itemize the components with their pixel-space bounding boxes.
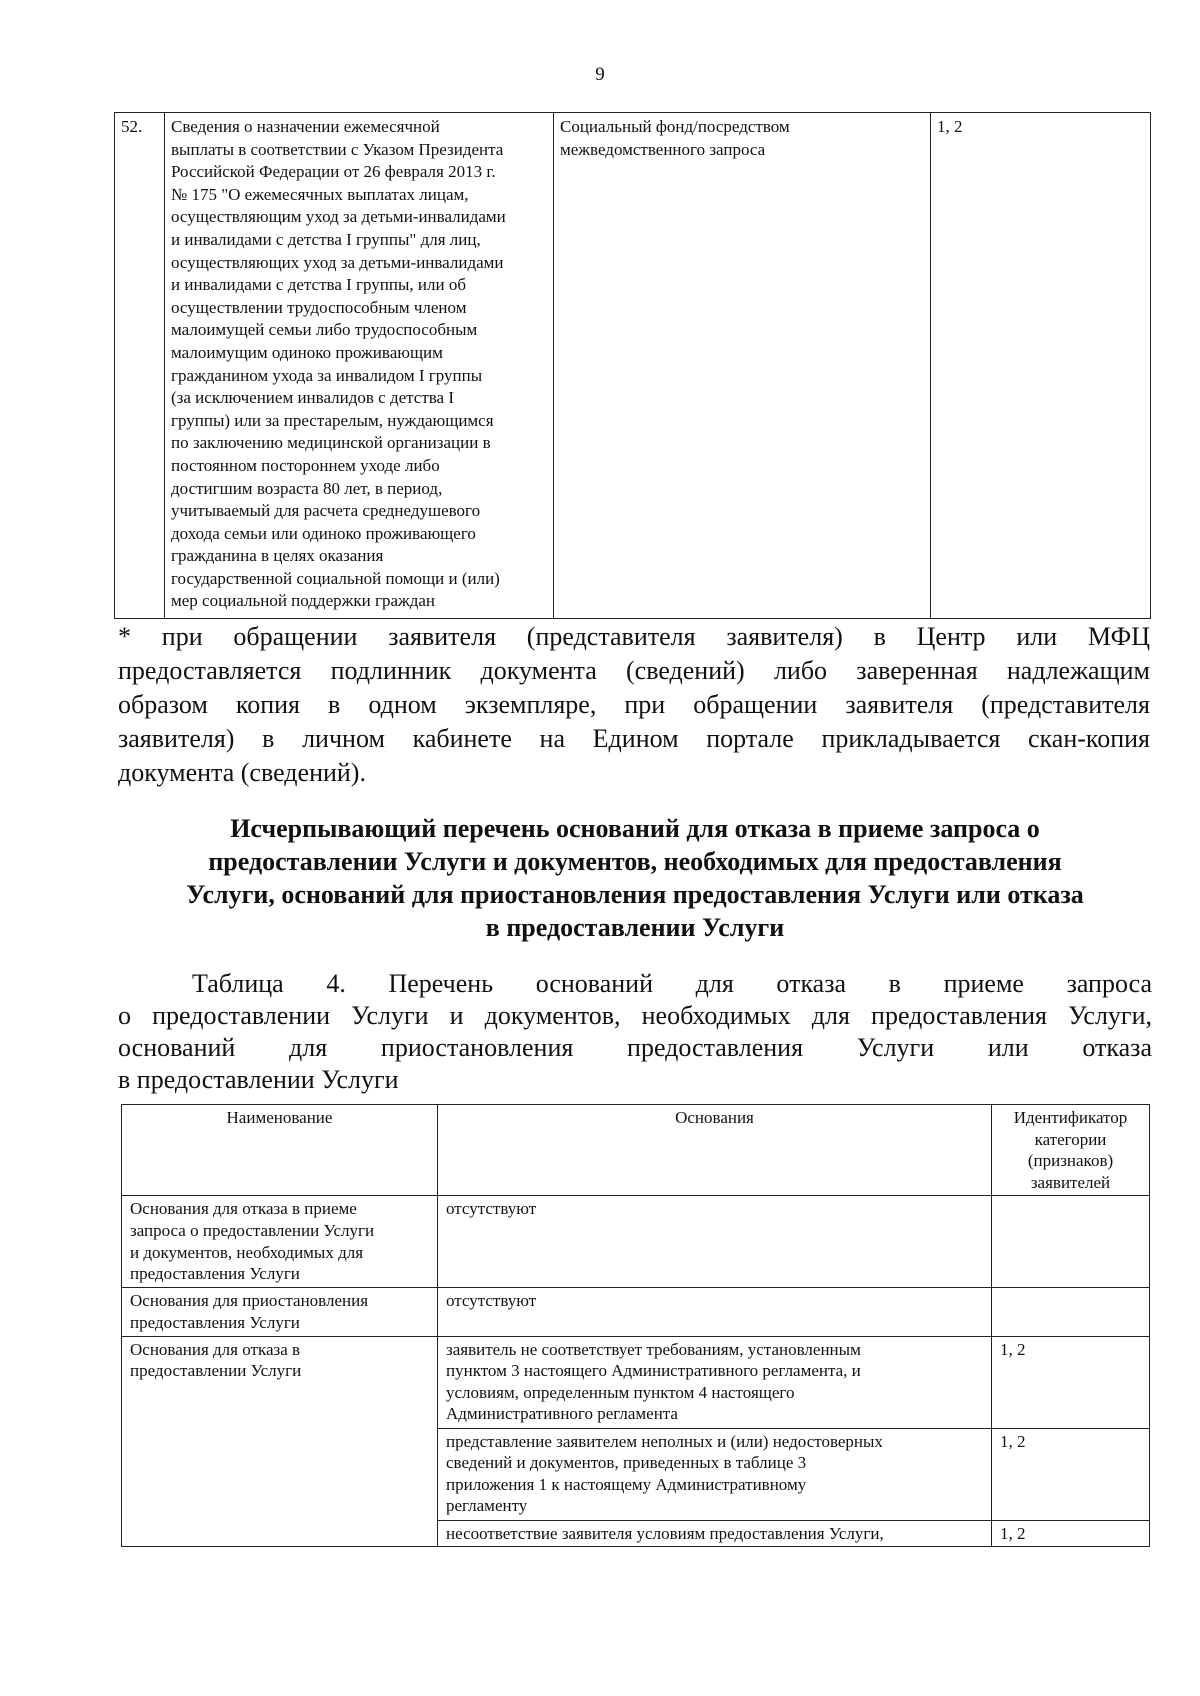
grounds-cell: отсутствуют <box>438 1196 992 1288</box>
name-cell: Основания для отказа в приеме запроса о предоставлении Услуги и документов, необходимых для предоставления Услуги <box>122 1196 438 1288</box>
table-row <box>122 1288 1150 1336</box>
header-applicant-id: Идентификатор категории (признаков) заявителей <box>992 1105 1150 1196</box>
name-cell: Основания для отказа в предоставлении Услуги <box>122 1336 438 1547</box>
table-4 <box>121 1104 1150 1547</box>
section-heading: Исчерпывающий перечень оснований для отказа в приеме запроса о предоставлении Услуги и документов, необходимых для предоставления Услуги, оснований для приостановления предоставления Услуги или отказа в предоставлении Услуги <box>186 814 1084 942</box>
table-header-row <box>122 1105 1150 1196</box>
grounds-cell: отсутствуют <box>438 1288 992 1336</box>
grounds-cell: заявитель не соответствует требованиям, установленным пунктом 3 настоящего Административного регламента, и условиям, определенным пунктом 4 настоящего Административного регламента <box>438 1336 992 1428</box>
table-row <box>122 1196 1150 1288</box>
name-cell: Основания для приостановления предоставления Услуги <box>122 1288 438 1336</box>
categories-cell: 1, 2 <box>931 113 1151 619</box>
id-cell <box>992 1288 1150 1336</box>
source-cell: Социальный фонд/посредством межведомственного запроса <box>554 113 931 619</box>
id-cell <box>992 1196 1150 1288</box>
grounds-cell: представление заявителем неполных и (или) недостоверных сведений и документов, приведенных в таблице 3 приложения 1 к настоящему Административному регламенту <box>438 1428 992 1520</box>
table-caption: Таблица 4. Перечень оснований для отказа в приеме запроса о предоставлении Услуги и документов, необходимых для предоставления Услуги, оснований для приостановления предоставления Услуги или отказа в предоставлении Услуги <box>118 969 1152 1094</box>
id-cell: 1, 2 <box>992 1520 1150 1547</box>
id-cell: 1, 2 <box>992 1428 1150 1520</box>
row-number: 52. <box>115 113 165 619</box>
header-name: Наименование <box>122 1105 438 1196</box>
table-row <box>122 1336 1150 1428</box>
footnote: * при обращении заявителя (представителя заявителя) в Центр или МФЦ предоставляется подлинник документа (сведений) либо заверенная надлежащим образом копия в одном экземпляре, при обращении заявителя (представителя заявителя) в личном кабинете на Едином портале прикладывается скан-копия документа (сведений). <box>118 622 1150 787</box>
documents-table-continued <box>114 112 1151 619</box>
document-name-cell: Сведения о назначении ежемесячной выплаты в соответствии с Указом Президента Российской Федерации от 26 февраля 2013 г. № 175 "О ежемесячных выплатах лицам, осуществляющим уход за детьми-инвалидами и инвалидами с детства I группы" для лиц, осуществляющих уход за детьми-инвалидами и инвалидами с детства I группы, или об осуществлении трудоспособным членом малоимущей семьи либо трудоспособным малоимущим одиноко проживающим гражданином ухода за инвалидом I группы (за исключением инвалидов с детства I группы) или за престарелым, нуждающимся по заключению медицинской организации в постоянном постороннем уходе либо достигшим возраста 80 лет, в период, учитываемый для расчета среднедушевого дохода семьи или одиноко проживающего гражданина в целях оказания государственной социальной помощи и (или) мер социальной поддержки граждан <box>165 113 554 619</box>
header-grounds: Основания <box>438 1105 992 1196</box>
grounds-cell: несоответствие заявителя условиям предоставления Услуги, <box>438 1520 992 1547</box>
table-row <box>115 113 1151 619</box>
page-number: 9 <box>595 64 605 85</box>
id-cell: 1, 2 <box>992 1336 1150 1428</box>
